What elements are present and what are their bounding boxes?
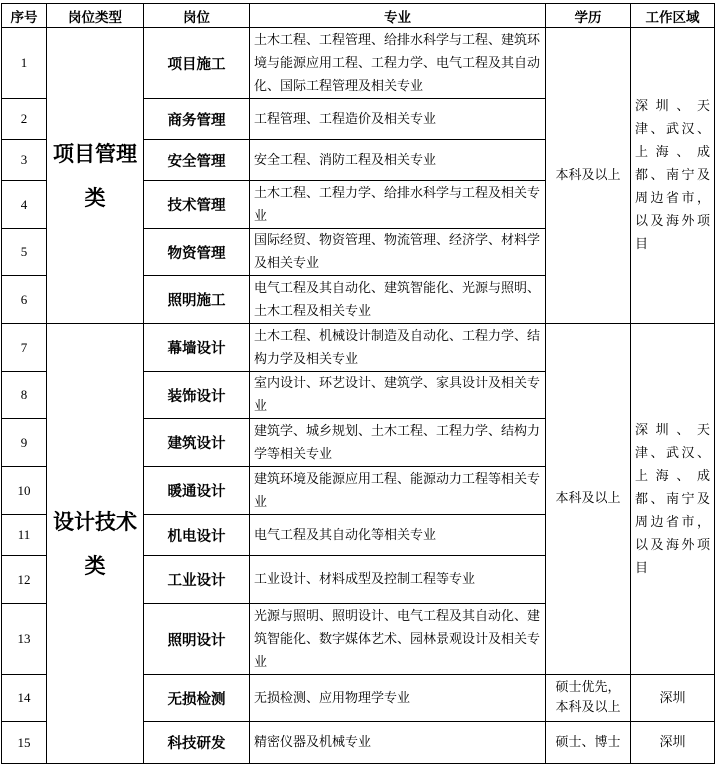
header-seq: 序号 (2, 4, 47, 28)
major-cell: 建筑环境及能源应用工程、能源动力工程等相关专业 (250, 467, 546, 515)
major-cell: 工业设计、材料成型及控制工程等专业 (250, 556, 546, 604)
position-cell: 工业设计 (144, 556, 250, 604)
major-cell: 无损检测、应用物理学专业 (250, 675, 546, 722)
major-cell: 精密仪器及机械专业 (250, 722, 546, 764)
major-cell: 电气工程及其自动化、建筑智能化、光源与照明、土木工程及相关专业 (250, 276, 546, 324)
seq-cell: 12 (2, 556, 47, 604)
position-cell: 物资管理 (144, 229, 250, 276)
region-cell-design: 深圳、天津、武汉、上海、成都、南宁及周边省市，以及海外项目 (631, 324, 715, 675)
position-cell: 技术管理 (144, 181, 250, 229)
seq-cell: 10 (2, 467, 47, 515)
header-education: 学历 (546, 4, 631, 28)
position-cell: 科技研发 (144, 722, 250, 764)
major-cell: 土木工程、工程管理、给排水科学与工程、建筑环境与能源应用工程、工程力学、电气工程及其自动化、国际工程管理及相关专业 (250, 28, 546, 99)
seq-cell: 6 (2, 276, 47, 324)
seq-cell: 1 (2, 28, 47, 99)
position-cell: 照明施工 (144, 276, 250, 324)
region-cell: 深圳 (631, 722, 715, 764)
region-cell: 深圳 (631, 675, 715, 722)
major-cell: 电气工程及其自动化等相关专业 (250, 515, 546, 556)
education-cell: 硕士、博士 (546, 722, 631, 764)
header-major: 专业 (250, 4, 546, 28)
seq-cell: 14 (2, 675, 47, 722)
category-cell-project: 项目管理类 (47, 28, 144, 324)
table-header-row (2, 4, 715, 28)
seq-cell: 3 (2, 140, 47, 181)
header-region: 工作区域 (631, 4, 715, 28)
seq-cell: 13 (2, 604, 47, 675)
major-cell: 土木工程、工程力学、给排水科学与工程及相关专业 (250, 181, 546, 229)
seq-cell: 9 (2, 419, 47, 467)
education-cell: 硕士优先，本科及以上 (546, 675, 631, 722)
header-position: 岗位 (144, 4, 250, 28)
position-cell: 装饰设计 (144, 372, 250, 419)
position-cell: 建筑设计 (144, 419, 250, 467)
education-cell-project: 本科及以上 (546, 28, 631, 324)
position-cell: 商务管理 (144, 99, 250, 140)
seq-cell: 2 (2, 99, 47, 140)
header-category: 岗位类型 (47, 4, 144, 28)
position-cell: 幕墙设计 (144, 324, 250, 372)
major-cell: 工程管理、工程造价及相关专业 (250, 99, 546, 140)
position-cell: 照明设计 (144, 604, 250, 675)
seq-cell: 11 (2, 515, 47, 556)
major-cell: 光源与照明、照明设计、电气工程及其自动化、建筑智能化、数字媒体艺术、园林景观设计及相关专业 (250, 604, 546, 675)
position-cell: 暖通设计 (144, 467, 250, 515)
recruitment-table (1, 3, 715, 764)
position-cell: 安全管理 (144, 140, 250, 181)
major-cell: 国际经贸、物资管理、物流管理、经济学、材料学及相关专业 (250, 229, 546, 276)
category-cell-design: 设计技术类 (47, 324, 144, 764)
seq-cell: 5 (2, 229, 47, 276)
seq-cell: 7 (2, 324, 47, 372)
position-cell: 项目施工 (144, 28, 250, 99)
seq-cell: 4 (2, 181, 47, 229)
table-row (2, 324, 715, 372)
position-cell: 机电设计 (144, 515, 250, 556)
table-row (2, 28, 715, 99)
seq-cell: 15 (2, 722, 47, 764)
region-cell-project: 深圳、天津、武汉、上海、成都、南宁及周边省市，以及海外项目 (631, 28, 715, 324)
position-cell: 无损检测 (144, 675, 250, 722)
major-cell: 安全工程、消防工程及相关专业 (250, 140, 546, 181)
major-cell: 建筑学、城乡规划、土木工程、工程力学、结构力学等相关专业 (250, 419, 546, 467)
education-cell-design: 本科及以上 (546, 324, 631, 675)
seq-cell: 8 (2, 372, 47, 419)
major-cell: 土木工程、机械设计制造及自动化、工程力学、结构力学及相关专业 (250, 324, 546, 372)
major-cell: 室内设计、环艺设计、建筑学、家具设计及相关专业 (250, 372, 546, 419)
